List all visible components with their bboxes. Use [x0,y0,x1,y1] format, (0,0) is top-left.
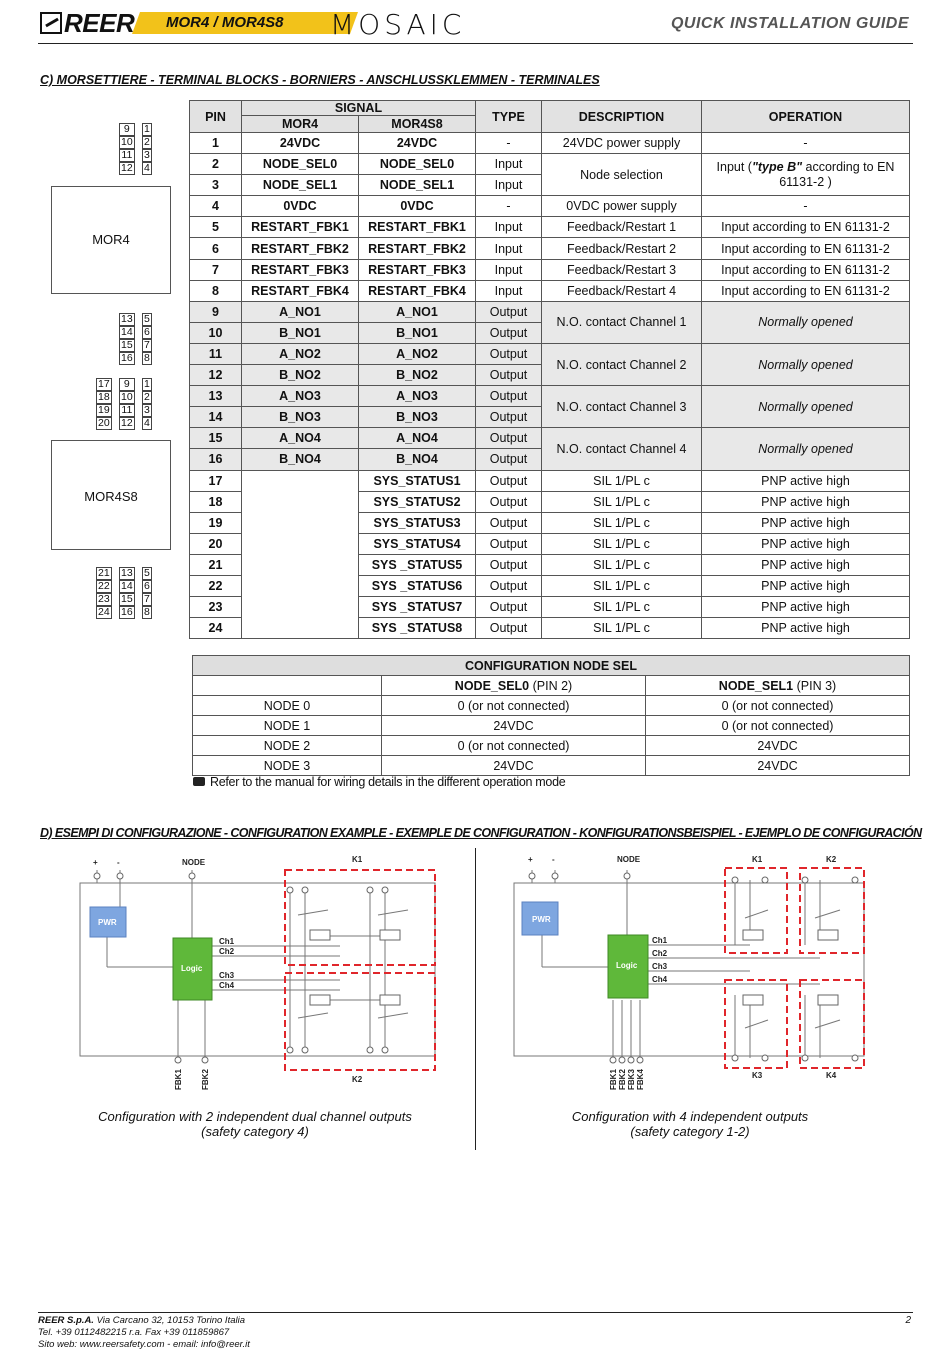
wiring-note [193,775,565,789]
config-col-sel0 [382,676,646,696]
type-cell: Output [476,386,542,407]
plus-label: + [93,858,98,867]
mor4s8-terminals-top-b [119,378,135,430]
ch3-label: Ch3 [219,971,235,980]
terminal-number: 15 [121,593,133,605]
table-row [190,238,910,259]
type-cell: Output [476,407,542,428]
caption-right-line2: (safety category 1-2) [630,1124,750,1139]
type-cell: Input [476,154,542,175]
mor4-signal-cell: B_NO4 [242,449,359,470]
footer-phone: Tel. +39 0112482215 r.a. Fax +39 011859867 [38,1327,230,1338]
pin-cell: 17 [190,470,242,491]
description-cell: SIL 1/PL c [542,512,702,533]
page-number: 2 [905,1315,911,1326]
operation-cell: Input according to EN 61131-2 [702,217,910,238]
mor4-module [51,186,171,294]
mor4s8-signal-cell: B_NO3 [359,407,476,428]
mor4s8-signal-cell: SYS _STATUS5 [359,554,476,575]
caption-right [500,1109,880,1139]
operation-cell: - [702,196,910,217]
operation-cell: Normally opened [702,301,910,343]
description-cell: 0VDC power supply [542,196,702,217]
description-cell: Feedback/Restart 1 [542,217,702,238]
pin-cell: 2 [190,154,242,175]
terminal-number: 3 [144,149,150,161]
k1-label: K1 [752,855,763,864]
col-type: TYPE [476,101,542,133]
operation-cell [702,154,910,196]
col-pin: PIN [190,101,242,133]
diagram-four-outputs [500,850,880,1095]
operation-cell: PNP active high [702,554,910,575]
table-row [193,716,910,736]
type-cell: Output [476,575,542,596]
type-cell: Output [476,470,542,491]
mor4s8-signal-cell: SYS_STATUS1 [359,470,476,491]
mor4s8-signal-cell: NODE_SEL0 [359,154,476,175]
relay-k2-box [285,973,435,1070]
operation-cell: PNP active high [702,512,910,533]
footer-company: REER S.p.A. [38,1315,94,1326]
terminal-number: 15 [121,339,133,351]
terminal-number: 16 [121,606,133,618]
col-operation: OPERATION [702,101,910,133]
operation-cell: Normally opened [702,343,910,385]
mor4s8-signal-cell: SYS_STATUS2 [359,491,476,512]
type-cell: Output [476,365,542,386]
note-text: Refer to the manual for wiring details in the different operation mode [210,775,566,789]
terminal-number: 1 [144,378,150,390]
col-signal: SIGNAL [242,101,476,116]
fbk1-label: FBK1 [174,1069,183,1090]
mor4s8-module [51,440,171,550]
pin-cell: 11 [190,343,242,364]
pin-cell: 14 [190,407,242,428]
operation-text: according to EN 61131-2 ) [779,159,895,189]
description-cell: Feedback/Restart 4 [542,280,702,301]
mor4s8-signal-cell: 0VDC [359,196,476,217]
diagram-divider [475,848,476,1150]
caption-left-line2: (safety category 4) [201,1124,309,1139]
table-row [190,386,910,407]
terminal-number: 22 [98,580,110,592]
pin-cell: 10 [190,322,242,343]
node-cell: NODE 3 [193,756,382,776]
col-mor4: MOR4 [242,116,359,133]
config-col-sel0-pin: (PIN 2) [529,678,573,693]
pwr-label: PWR [532,915,551,924]
terminal-number: 12 [121,162,133,174]
mor4s8-signal-cell: SYS_STATUS3 [359,512,476,533]
mor4-signal-cell: RESTART_FBK3 [242,259,359,280]
table-row [190,470,910,491]
guide-title: QUICK INSTALLATION GUIDE [670,15,909,32]
description-cell: SIL 1/PL c [542,618,702,639]
description-cell: SIL 1/PL c [542,575,702,596]
mor4-terminals-bottom-right [142,313,152,365]
mor4s8-signal-cell: SYS _STATUS7 [359,597,476,618]
table-row [193,756,910,776]
diagram-dual-channel [60,850,450,1095]
pin-cell: 12 [190,365,242,386]
terminal-number: 10 [121,136,133,148]
operation-text: "type B" [751,159,803,174]
mor4-signal-cell: A_NO1 [242,301,359,322]
mor4-signal-cell: A_NO2 [242,343,359,364]
pin-cell: 1 [190,133,242,154]
config-col-sel0-name: NODE_SEL0 [454,678,530,693]
ch4-label: Ch4 [219,981,235,990]
logic-label: Logic [181,964,203,973]
ch1-label: Ch1 [652,936,668,945]
terminal-number: 6 [144,580,150,592]
description-cell: SIL 1/PL c [542,533,702,554]
pin-cell: 3 [190,175,242,196]
mor4-signal-cell: 24VDC [242,133,359,154]
terminal-number: 1 [144,123,150,135]
description-cell: Feedback/Restart 2 [542,238,702,259]
description-cell: 24VDC power supply [542,133,702,154]
operation-cell: - [702,133,910,154]
plus-label: + [528,855,533,864]
node-cell: NODE 1 [193,716,382,736]
mor4-signal-cell: RESTART_FBK1 [242,217,359,238]
logic-label: Logic [616,961,638,970]
operation-text: Input ( [716,159,752,174]
fbk3-label: FBK3 [627,1069,636,1090]
operation-cell: Normally opened [702,386,910,428]
description-cell: N.O. contact Channel 2 [542,343,702,385]
pin-cell: 22 [190,575,242,596]
mor4s8-signal-cell: 24VDC [359,133,476,154]
mor4s8-signal-cell: SYS_STATUS4 [359,533,476,554]
caption-left-line1: Configuration with 2 independent dual channel outputs [98,1109,412,1124]
mor4s8-signal-cell: A_NO1 [359,301,476,322]
footer [38,1312,913,1351]
type-cell: Input [476,238,542,259]
sel1-cell: 0 (or not connected) [646,716,910,736]
type-cell: Input [476,217,542,238]
terminal-number: 5 [144,567,150,579]
sel0-cell: 24VDC [382,756,646,776]
config-col-sel1-name: NODE_SEL1 [718,678,794,693]
mor4s8-signal-cell: SYS _STATUS8 [359,618,476,639]
model-names: MOR4 / MOR4S8 [166,14,284,31]
terminal-number: 12 [121,417,133,429]
sel0-cell: 24VDC [382,716,646,736]
mor4-signal-cell: B_NO2 [242,365,359,386]
mor4-signal-cell: B_NO1 [242,322,359,343]
terminal-number: 24 [98,606,110,618]
ch3-label: Ch3 [652,962,668,971]
ch2-label: Ch2 [219,947,235,956]
terminal-number: 11 [119,404,135,417]
mor4s8-signal-cell: RESTART_FBK4 [359,280,476,301]
terminal-number: 13 [121,567,133,579]
mor4-signal-cell: RESTART_FBK4 [242,280,359,301]
pin-cell: 7 [190,259,242,280]
mor4-terminals-top-right [142,123,152,175]
pin-cell: 19 [190,512,242,533]
terminal-number: 2 [144,136,150,148]
terminal-number: 9 [119,123,135,136]
node-label: NODE [617,855,641,864]
sel0-cell: 0 (or not connected) [382,696,646,716]
terminal-number: 14 [121,326,133,338]
table-row [190,428,910,449]
operation-cell: PNP active high [702,597,910,618]
reer-logo-icon [40,12,62,34]
terminal-number: 7 [144,593,150,605]
type-cell: Output [476,618,542,639]
terminal-number: 8 [144,606,150,618]
k1-label: K1 [352,855,363,864]
table-row [190,154,910,175]
footer-web[interactable]: Sito web: www.reersafety.com - email: info@reer.it [38,1339,250,1350]
mor4s8-signal-cell: A_NO2 [359,343,476,364]
terminal-number: 18 [98,391,110,403]
k3-label: K3 [752,1071,763,1080]
description-cell: N.O. contact Channel 4 [542,428,702,470]
mor4-signal-cell: A_NO4 [242,428,359,449]
sel0-cell: 0 (or not connected) [382,736,646,756]
type-cell: - [476,196,542,217]
type-cell: Output [476,301,542,322]
footer-address: Via Carcano 32, 10153 Torino Italia [93,1315,246,1326]
ch4-label: Ch4 [652,975,668,984]
terminal-number: 19 [98,404,110,416]
ch1-label: Ch1 [219,937,235,946]
pin-cell: 9 [190,301,242,322]
mor4-signal-cell: RESTART_FBK2 [242,238,359,259]
pin-cell: 4 [190,196,242,217]
mor4s8-terminals-bottom-b [119,567,135,619]
mor4s8-terminals-bottom-a [96,567,112,619]
sel1-cell: 24VDC [646,736,910,756]
terminal-number: 7 [144,339,150,351]
note-icon [193,777,205,786]
type-cell: Input [476,175,542,196]
type-cell: Output [476,597,542,618]
operation-cell: PNP active high [702,575,910,596]
description-cell: SIL 1/PL c [542,491,702,512]
mor4s8-terminals-top-c [142,378,152,430]
mor4s8-signal-cell: NODE_SEL1 [359,175,476,196]
pin-cell: 20 [190,533,242,554]
terminal-number: 2 [144,391,150,403]
terminal-number: 11 [119,149,135,162]
section-c-title: C) MORSETTIERE - TERMINAL BLOCKS - BORNIERS - ANSCHLUSSKLEMMEN - TERMINALES [40,73,600,87]
config-node-sel-table [192,655,910,776]
brand-name: MOSAIC [330,8,466,41]
operation-cell: PNP active high [702,470,910,491]
k4-label: K4 [826,1071,837,1080]
col-mor4s8: MOR4S8 [359,116,476,133]
fbk1-label: FBK1 [609,1069,618,1090]
mor4-signal-cell: B_NO3 [242,407,359,428]
mor4-signal-cell: NODE_SEL1 [242,175,359,196]
terminal-number: 10 [121,391,133,403]
caption-left [60,1109,450,1139]
operation-cell: Input according to EN 61131-2 [702,259,910,280]
pin-cell: 18 [190,491,242,512]
terminal-number: 21 [98,567,110,579]
pin-cell: 6 [190,238,242,259]
mor4s8-signal-cell: A_NO4 [359,428,476,449]
table-row [190,280,910,301]
mor4s8-signal-cell: B_NO2 [359,365,476,386]
mor4-signal-cell: NODE_SEL0 [242,154,359,175]
pin-cell: 24 [190,618,242,639]
type-cell: Output [476,533,542,554]
mor4s8-module-label: MOR4S8 [84,489,138,504]
type-cell: Output [476,554,542,575]
description-cell: N.O. contact Channel 1 [542,301,702,343]
mor4-empty-cell [242,470,359,639]
type-cell: Output [476,343,542,364]
table-row [193,736,910,756]
sel1-cell: 24VDC [646,756,910,776]
k2-label: K2 [826,855,837,864]
mor4s8-signal-cell: B_NO1 [359,322,476,343]
operation-cell: Normally opened [702,428,910,470]
terminal-blocks-table [189,100,910,639]
description-cell: N.O. contact Channel 3 [542,386,702,428]
terminal-number: 17 [98,378,110,390]
terminal-number: 8 [144,352,150,364]
type-cell: Output [476,491,542,512]
operation-cell: PNP active high [702,491,910,512]
operation-cell: Input according to EN 61131-2 [702,238,910,259]
terminal-number: 3 [144,404,150,416]
mor4s8-signal-cell: RESTART_FBK1 [359,217,476,238]
table-row [193,696,910,716]
type-cell: Output [476,428,542,449]
mor4s8-signal-cell: B_NO4 [359,449,476,470]
config-col-sel1 [646,676,910,696]
header [38,6,913,44]
fbk4-label: FBK4 [636,1069,645,1090]
ch2-label: Ch2 [652,949,668,958]
minus-label: - [117,858,120,867]
type-cell: Output [476,322,542,343]
footer-address-line [38,1315,913,1327]
minus-label: - [552,855,555,864]
pin-cell: 15 [190,428,242,449]
terminal-number: 20 [98,417,110,429]
terminal-number: 14 [121,580,133,592]
pin-cell: 16 [190,449,242,470]
config-col-sel1-pin: (PIN 3) [793,678,837,693]
mor4s8-signal-cell: RESTART_FBK2 [359,238,476,259]
mor4-signal-cell: A_NO3 [242,386,359,407]
mor4s8-terminals-top-a [96,378,112,430]
config-empty-header [193,676,382,696]
description-cell: Node selection [542,154,702,196]
terminal-number: 23 [98,593,110,605]
description-cell: SIL 1/PL c [542,554,702,575]
description-cell: SIL 1/PL c [542,597,702,618]
col-description: DESCRIPTION [542,101,702,133]
fbk2-label: FBK2 [618,1069,627,1090]
table-row [190,343,910,364]
mor4s8-signal-cell: A_NO3 [359,386,476,407]
terminal-number: 4 [144,417,150,429]
table-row [190,217,910,238]
pin-cell: 23 [190,597,242,618]
relay-k1-box [285,870,435,965]
terminal-number: 13 [121,313,133,325]
terminal-number: 4 [144,162,150,174]
section-d-title: D) ESEMPI DI CONFIGURAZIONE - CONFIGURATION EXAMPLE - EXEMPLE DE CONFIGURATION - KONFIGURATIONSBEISPIEL - EJEMPLO DE CONFIGURACIÓN [40,826,922,840]
pwr-label: PWR [98,918,117,927]
node-cell: NODE 2 [193,736,382,756]
type-cell: Input [476,259,542,280]
logo [40,8,134,39]
description-cell: SIL 1/PL c [542,470,702,491]
caption-right-line1: Configuration with 4 independent outputs [571,1109,809,1124]
mor4-terminals-top-left [119,123,135,175]
table-row [190,301,910,322]
operation-cell: PNP active high [702,533,910,554]
table-row [190,133,910,154]
mor4-signal-cell: 0VDC [242,196,359,217]
mor4s8-signal-cell: SYS _STATUS6 [359,575,476,596]
pin-cell: 21 [190,554,242,575]
fbk2-label: FBK2 [201,1069,210,1090]
mor4-terminals-bottom-left [119,313,135,365]
pin-cell: 13 [190,386,242,407]
table-row [190,196,910,217]
type-cell: - [476,133,542,154]
config-title: CONFIGURATION NODE SEL [193,656,910,676]
type-cell: Output [476,512,542,533]
terminal-number: 9 [119,378,135,391]
type-cell: Input [476,280,542,301]
sel1-cell: 0 (or not connected) [646,696,910,716]
mor4s8-signal-cell: RESTART_FBK3 [359,259,476,280]
terminal-number: 5 [144,313,150,325]
type-cell: Output [476,449,542,470]
logo-text: REER [64,8,135,38]
node-label: NODE [182,858,206,867]
mor4-module-label: MOR4 [92,232,130,247]
terminal-number: 6 [144,326,150,338]
mor4s8-terminals-bottom-c [142,567,152,619]
operation-cell: Input according to EN 61131-2 [702,280,910,301]
node-cell: NODE 0 [193,696,382,716]
table-row [190,259,910,280]
operation-cell: PNP active high [702,618,910,639]
k2-label: K2 [352,1075,363,1084]
pin-cell: 8 [190,280,242,301]
pin-cell: 5 [190,217,242,238]
description-cell: Feedback/Restart 3 [542,259,702,280]
terminal-number: 16 [121,352,133,364]
